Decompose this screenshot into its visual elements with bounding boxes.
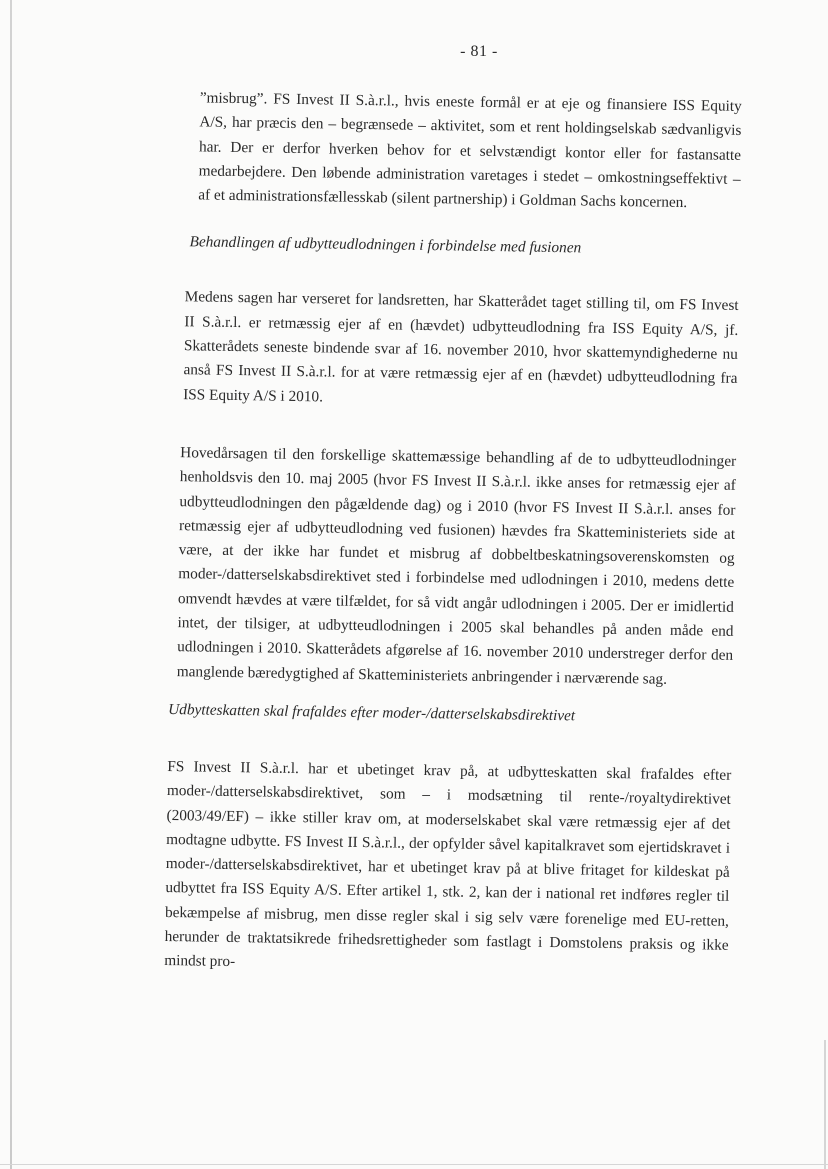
scan-edge-left xyxy=(10,0,12,1169)
paragraph-misbrug: ”misbrug”. FS Invest II S.à.r.l., hvis eneste formål er at eje og finansiere ISS Equity A/S, har præcis den – begrænsede – aktivitet, som et rent holdingselskab sædvanligvis har. Der er derfor hverken behov for et selvstændigt kontor eller for fastansatte medarbejdere. Den løbende administration varetages i stedet – omkostningseffektivt – af et administrationsfællesskab (silent partnership) i Goldman Sachs koncernen. xyxy=(198,89,742,212)
document-body xyxy=(160,86,742,982)
section-heading-direktiv: Udbytteskatten skal frafaldes efter moder-/datterselskabsdirektivet xyxy=(168,700,576,725)
scan-edge-right xyxy=(824,1040,826,1169)
paragraph-skatteraadet: Medens sagen har verseret for landsretten, har Skatterådet taget stilling til, om FS Invest II S.à.r.l. er retmæssig ejer af en (hævdet) udbytteudlodning fra ISS Equity A/S, jf. Skatterådets seneste bindende svar af 16. november 2010, hvor skattemyndighederne nu anså FS Invest II S.à.r.l. for at være retmæssig ejer af en (hævdet) udbytteudlodning fra ISS Equity A/S i 2010. xyxy=(183,288,739,406)
paragraph-ubetinget-krav: FS Invest II S.à.r.l. har et ubetinget krav på, at udbytteskatten skal frafaldes efter moder-/datterselskabsdirektivet, som – i modsætning til rente-/royaltydirektivet (2003/49/EF) – ikke stiller krav om, at moderselskabet skal være retmæssig ejer af det modtagne udbytte. FS Invest II S.à.r.l., der opfylder såvel kapitalkravet som ejertidskravet i moder-/datterselskabsdirektivet, har et ubetinget krav på at blive fritaget for kildeskat på udbyttet fra ISS Equity A/S. Efter artikel 1, stk. 2, kan der i national ret indføres regler til bekæmpelse af misbrug, men disse regler skal i sig selv være forenelige med EU-retten, herunder de traktatsikrede frihedsrettigheder som fastlagt i Domstolens praksis og ikke mindst pro- xyxy=(164,757,732,971)
scan-edge-bottom xyxy=(0,1164,828,1165)
page-number: - 81 - xyxy=(460,43,498,60)
paragraph-hovedaarsagen: Hovedårsagen til den forskellige skattemæssige behandling af de to udbytteudlodninger henholdsvis den 10. maj 2005 (hvor FS Invest II S.à.r.l. ikke anses for retmæssig ejer af udbytteudlodningen den pågældende dag) og i 2010 (hvor FS Invest II S.à.r.l. anses for retmæssig ejer af udbytteudlodning ved fusionen) hævdes fra Skatteministeriets side at være, at der ikke har fundet et misbrug af dobbeltbeskatningsoverenskomsten og moder-/datterselskabsdirektivet sted i forbindelse med udlodningen i 2010, medens dette omvendt hævdes at være tilfældet, for så vidt angår udlodningen i 2005. Der er imidlertid intet, der tilsiger, at udbytteudlodningen i 2005 skal behandles på anden måde end udlodningen i 2010. Skatterådets afgørelse af 16. november 2010 understreger derfor den manglende bæredygtighed af Skatteministeriets anbringender i nærværende sag. xyxy=(176,444,737,688)
section-heading-fusion: Behandlingen af udbytteudlodningen i forbindelse med fusionen xyxy=(189,233,582,257)
